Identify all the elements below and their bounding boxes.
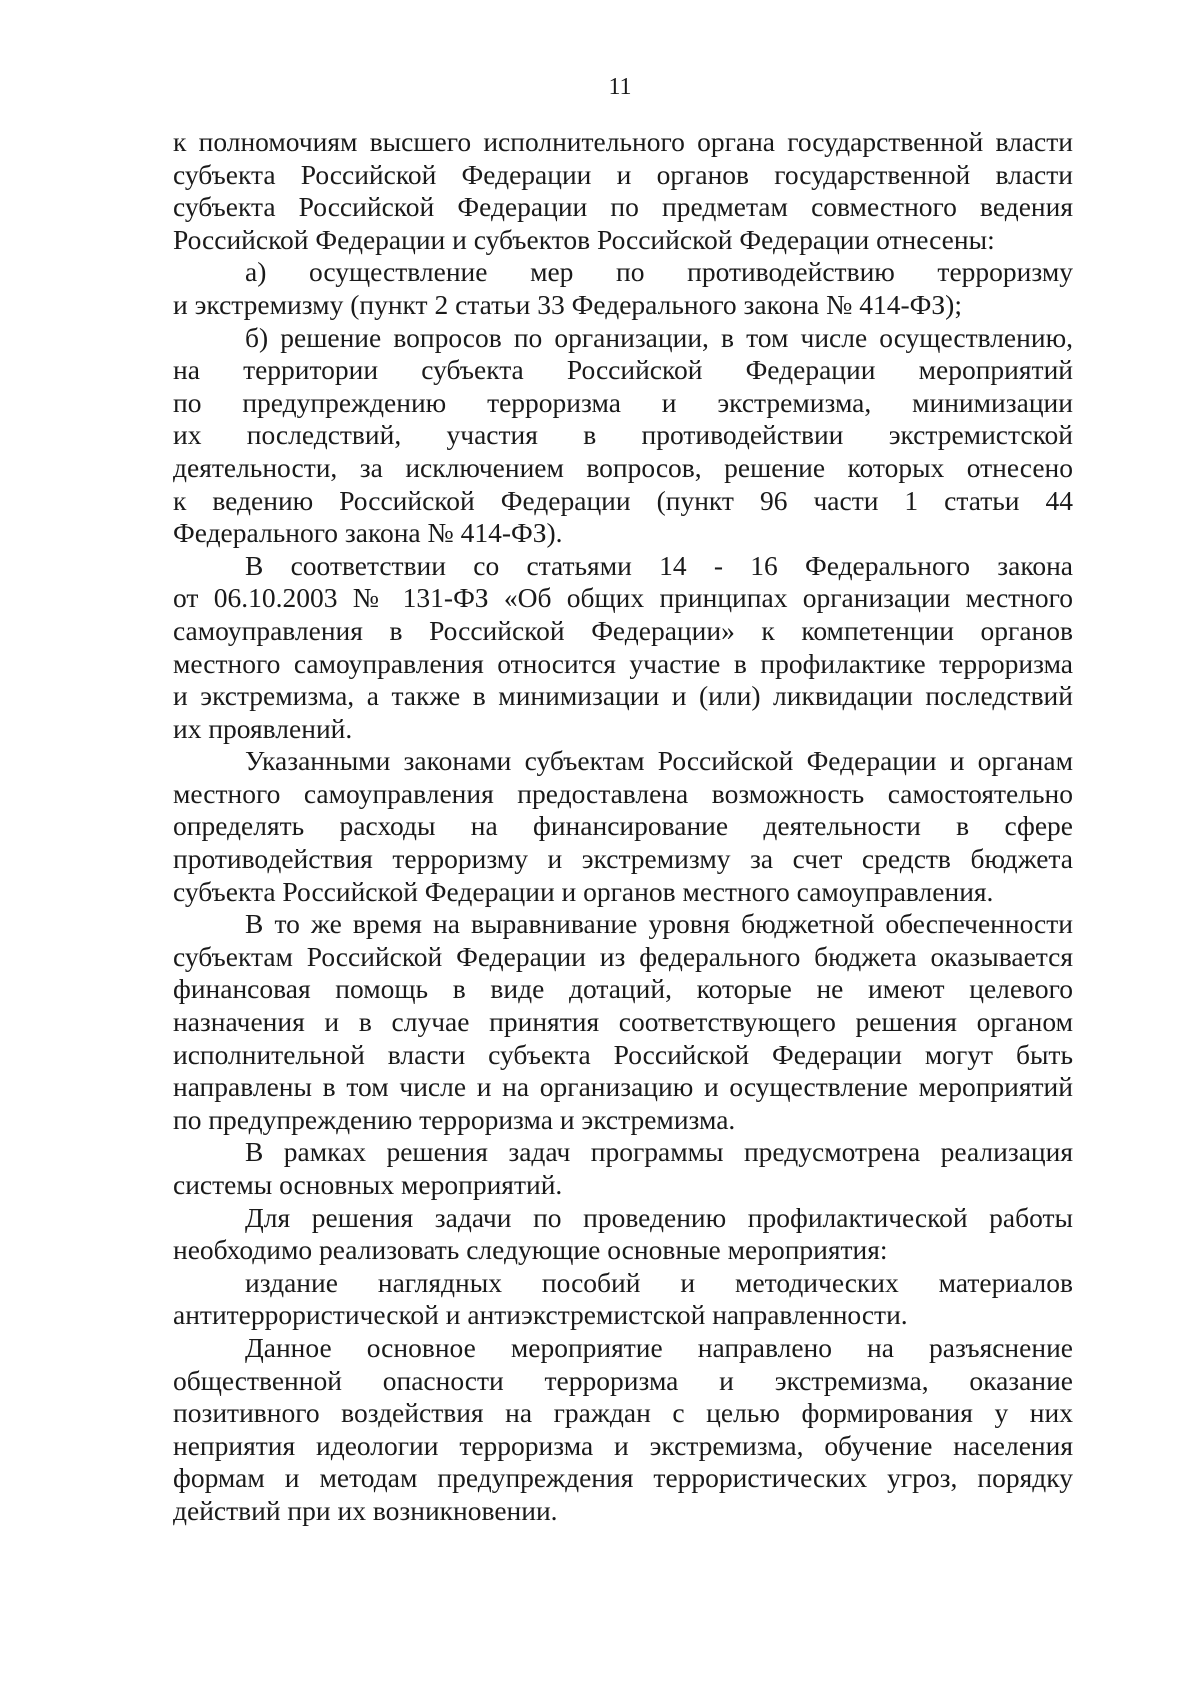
text-line: Данное основное мероприятие направлено на разъяснение — [245, 1331, 1073, 1363]
text-line: деятельности, за исключением вопросов, решение которых отнесено — [173, 451, 1073, 483]
text-line: субъекта Российской Федерации и органов государственной власти — [173, 158, 1073, 190]
text-line: финансовая помощь в виде дотаций, которые не имеют целевого — [173, 973, 1073, 1005]
text-line: направлены в том числе и на организацию и осуществление мероприятий — [173, 1071, 1073, 1103]
text-line: местного самоуправления относится участие в профилактике терроризма — [173, 647, 1073, 679]
text-line: формам и методам предупреждения террористических угроз, порядку — [173, 1462, 1073, 1494]
text-line: по предупреждению терроризма и экстремизма. — [173, 1103, 736, 1135]
text-line: Федерального закона № 414-ФЗ). — [173, 517, 563, 549]
text-line: противодействия терроризму и экстремизму за счет средств бюджета — [173, 843, 1073, 875]
text-line: к ведению Российской Федерации (пункт 96 части 1 статьи 44 — [173, 484, 1073, 516]
text-line: б) решение вопросов по организации, в том числе осуществлению, — [245, 321, 1073, 353]
text-line: Указанными законами субъектам Российской Федерации и органам — [245, 745, 1073, 777]
text-line: самоуправления в Российской Федерации» к компетенции органов — [173, 614, 1073, 646]
text-line: издание наглядных пособий и методических материалов — [245, 1266, 1073, 1298]
document-body — [173, 126, 1073, 1528]
text-line: Для решения задачи по проведению профилактической работы — [245, 1201, 1073, 1233]
text-line: субъекта Российской Федерации и органов местного самоуправления. — [173, 875, 994, 907]
text-line: В соответствии со статьями 14 - 16 Федерального закона — [245, 549, 1073, 581]
text-line: неприятия идеологии терроризма и экстремизма, обучение населения — [173, 1429, 1073, 1461]
text-line: и экстремизма, а также в минимизации и (или) ликвидации последствий — [173, 680, 1073, 712]
text-line: общественной опасности терроризма и экстремизма, оказание — [173, 1364, 1073, 1396]
text-line: позитивного воздействия на граждан с целью формирования у них — [173, 1397, 1073, 1429]
text-line: определять расходы на финансирование деятельности в сфере — [173, 810, 1073, 842]
text-line: назначения и в случае принятия соответствующего решения органом — [173, 1006, 1073, 1038]
text-line: исполнительной власти субъекта Российской Федерации могут быть — [173, 1038, 1073, 1070]
text-line: действий при их возникновении. — [173, 1494, 558, 1526]
text-line: от 06.10.2003 № 131-ФЗ «Об общих принципах организации местного — [173, 582, 1073, 614]
text-line: по предупреждению терроризма и экстремизма, минимизации — [173, 386, 1073, 418]
text-line: антитеррористической и антиэкстремистской направленности. — [173, 1299, 908, 1331]
text-line: и экстремизму (пункт 2 статьи 33 Федерального закона № 414-ФЗ); — [173, 288, 962, 320]
text-line: необходимо реализовать следующие основные мероприятия: — [173, 1234, 888, 1266]
page-number: 11 — [608, 74, 632, 100]
text-line: на территории субъекта Российской Федерации мероприятий — [173, 354, 1073, 386]
text-line: а) осуществление мер по противодействию терроризму — [245, 256, 1073, 288]
text-line: субъектам Российской Федерации из федерального бюджета оказывается — [173, 940, 1073, 972]
text-line: к полномочиям высшего исполнительного органа государственной власти — [173, 126, 1073, 157]
text-line: их последствий, участия в противодействии экстремистской — [173, 419, 1073, 451]
text-line: системы основных мероприятий. — [173, 1169, 563, 1200]
text-line: Российской Федерации и субъектов Российской Федерации отнесены: — [173, 223, 995, 255]
text-line: местного самоуправления предоставлена возможность самостоятельно — [173, 777, 1073, 809]
text-line: В рамках решения задач программы предусмотрена реализация — [245, 1136, 1073, 1168]
text-line: их проявлений. — [173, 712, 353, 744]
text-line: субъекта Российской Федерации по предметам совместного ведения — [173, 191, 1073, 223]
text-line: В то же время на выравнивание уровня бюджетной обеспеченности — [245, 908, 1073, 940]
